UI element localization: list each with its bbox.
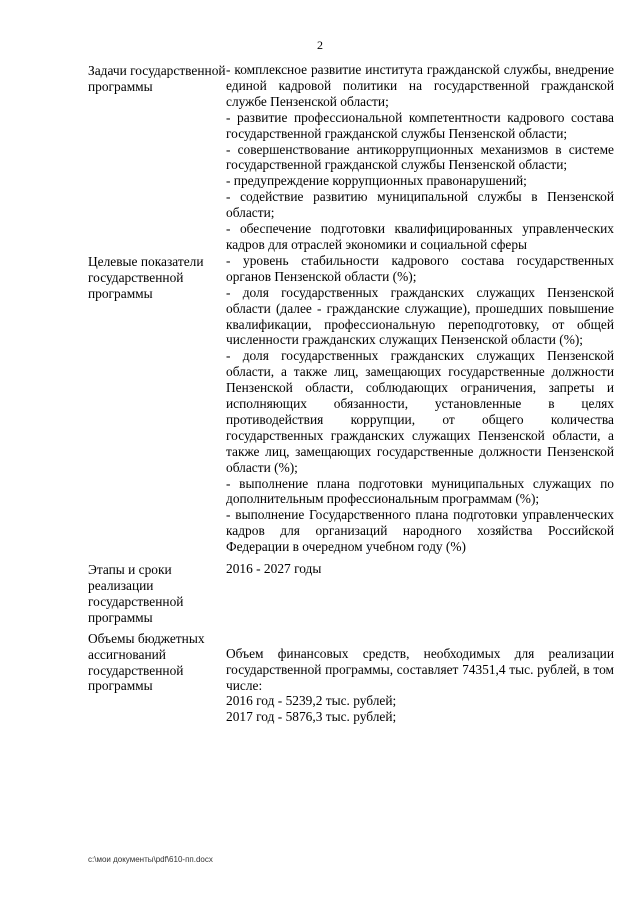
targets-label: Целевые показатели государственной программы [88, 253, 204, 301]
tasks-item: - предупреждение коррупционных правонарушений; [226, 173, 527, 189]
targets-text [226, 253, 614, 555]
stages-text [226, 561, 614, 626]
targets-item: - доля государственных гражданских служащих Пензенской области (далее - гражданские служащие), прошедших повышение квалификации, профессиональную переподготовку, от общей численности гражданских служащих Пензенской области (%); [226, 284, 614, 348]
budget-year: 2017 год - 5876,3 тыс. рублей; [226, 709, 397, 725]
tasks-item: - содействие развитию муниципальной службы в Пензенской области; [226, 189, 614, 221]
stages-value: 2016 - 2027 годы [226, 561, 322, 577]
tasks-item: - обеспечение подготовки квалифицированных управленческих кадров для отраслей экономики и социальной сферы [226, 221, 614, 252]
tasks-label: Задачи государственной программы [88, 63, 226, 94]
tasks-item: - развитие профессиональной компетентности кадрового состава государственной гражданской службы Пензенской области; [226, 109, 614, 141]
tasks-row [88, 62, 614, 253]
budget-intro: Объем финансовых средств, необходимых для реализации государственной программы, составляет 74351,4 тыс. рублей, в том числе: [226, 645, 614, 693]
budget-label: Объемы бюджетных ассигнований государственной программы [88, 630, 205, 694]
budget-text [226, 630, 614, 726]
stages-row [88, 561, 614, 626]
stages-label: Этапы и сроки реализации государственной программы [88, 562, 184, 625]
targets-row [88, 253, 614, 555]
targets-item: - уровень стабильности кадрового состава государственных органов Пензенской области (%); [226, 252, 614, 284]
targets-item: - выполнение Государственного плана подготовки управленческих кадров для организаций народного хозяйства Российской Федерации в очередном учебном году (%) [226, 507, 614, 555]
budget-year: 2016 год - 5239,2 тыс. рублей; [226, 693, 397, 709]
tasks-item: - совершенствование антикоррупционных механизмов в системе государственной гражданской службы Пензенской области; [226, 141, 614, 173]
file-path-footer: c:\мои документы\pdf\610-пп.docx [88, 855, 213, 864]
budget-row [88, 630, 614, 726]
tasks-text [226, 62, 614, 253]
targets-item: - выполнение плана подготовки муниципальных служащих по дополнительным профессиональным программам (%); [226, 475, 614, 507]
tasks-item: - комплексное развитие института гражданской службы, внедрение единой кадровой политики на государственной гражданской службе Пензенской области; [226, 62, 614, 109]
targets-item: - доля государственных гражданских служащих Пензенской области, а также лиц, замещающих государственные должности Пензенской области, соблюдающих ограничения, запреты и исполняющих обязанности, установленные в целях противодействия коррупции, от общего количества государственных гражданских служащих Пензенской области, а также лиц, замещающих государственные должности Пензенской области (%); [226, 348, 614, 475]
page-number: 2 [317, 38, 323, 52]
passport-table [88, 62, 614, 725]
